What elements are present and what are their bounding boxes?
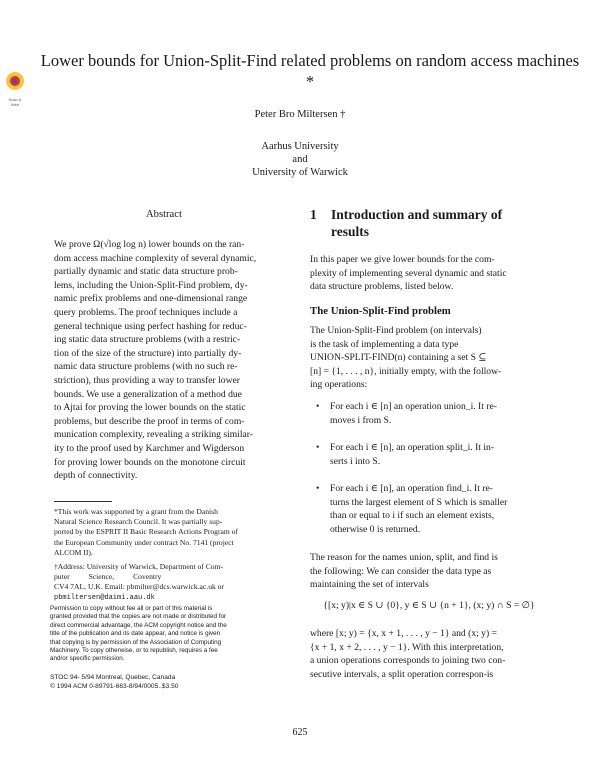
affiliation — [200, 140, 400, 179]
usf-line: The Union-Split-Find problem (on intervals) — [310, 325, 482, 336]
abstract-line: tion of the size of the structure) into partially dy- — [54, 347, 242, 359]
permission-line: and/or specific permission. — [50, 655, 125, 663]
venue-info — [50, 673, 296, 691]
bullet-find — [316, 482, 548, 536]
footnote-line: ported by the ESPRIT II Basic Research Actions Program of — [54, 527, 238, 537]
usf-line: [n] = {1, . . . , n}, initially empty, with the follow- — [310, 365, 502, 377]
footnote-funding — [54, 507, 292, 558]
usf-line: is the task of implementing a data type — [310, 338, 459, 350]
abstract-line: bounds. We use a generalization of a method due — [54, 388, 242, 400]
footnote-line: †Address: University of Warwick, Department of Com- — [54, 562, 224, 571]
abstract-line: general technique using perfect hashing for reduc- — [54, 320, 247, 332]
section-title — [331, 206, 561, 240]
abstract-line: lems, including the Union-Split-Find problem, dy- — [54, 279, 248, 291]
bullet-union — [316, 400, 548, 427]
intro-line: In this paper we give lower bounds for the com- — [310, 254, 495, 265]
reason-line: the following: We can consider the data type as — [310, 565, 492, 577]
permission-line: direct commercial advantage, the ACM copyright notice and the — [50, 621, 227, 629]
intro-line: plexity of implementing several dynamic and static — [310, 267, 507, 279]
footnote-line: CV4 7AL, U.K. Email: pbmilter@dcs.warwick.ac.uk or — [54, 582, 225, 592]
author: Peter Bro Miltersen † — [254, 109, 346, 120]
permission-notice — [50, 605, 296, 664]
bullet-line: than or equal to i if such an element exists, — [330, 510, 495, 522]
where-line: {x + 1, x + 2, . . . , y − 1}. With this interpretation, — [310, 641, 504, 653]
affiliation-line: Aarhus University — [261, 141, 339, 152]
bullet-dot-icon: • — [316, 483, 320, 494]
abstract-line: problems, but describe the proof in terms of com- — [54, 415, 245, 427]
section-number: 1 — [310, 207, 317, 222]
paper-title: Lower bounds for Union-Split-Find related problems on random access machines * — [40, 51, 580, 91]
bullet-line: moves i from S. — [330, 414, 392, 426]
abstract-line: partially dynamic and static data structure prob- — [54, 266, 238, 278]
scan-logo-icon — [4, 70, 26, 92]
abstract-line: depth of connectivity. — [54, 470, 138, 482]
footnote-line: ALCOM II). — [54, 547, 93, 557]
abstract-line: ing static data structure problems (with a restric- — [54, 334, 241, 346]
footnote-rule — [54, 501, 112, 502]
abstract-line: query problems. The proof techniques include a — [54, 306, 238, 318]
usf-paragraph — [310, 324, 548, 392]
permission-line: title of the publication and its date appear, and notice is given — [50, 630, 221, 638]
footnote-line: the European Community under contract No. 7141 (project — [54, 537, 234, 547]
venue-line: © 1994 ACM 0-89791-663-8/94/0005..$3.50 — [50, 683, 179, 690]
logo — [4, 70, 26, 107]
usf-line: ing operations: — [310, 379, 368, 391]
abstract-line: munication complexity, revealing a striking similar- — [54, 429, 254, 441]
abstract-body — [54, 238, 292, 483]
abstract-line: dom access machine complexity of several dynamic, — [54, 252, 257, 264]
section-title-line: results — [331, 224, 370, 239]
footnote-line: puter Science, Coventry — [54, 572, 162, 582]
usf-line: UNION-SPLIT-FIND(n) containing a set S ⊆ — [310, 352, 487, 364]
where-paragraph — [310, 627, 548, 681]
where-line: where [x; y) = {x, x + 1, . . . , y − 1} and (x; y) = — [310, 628, 497, 639]
bullet-dot-icon: • — [316, 442, 320, 453]
intro-line: data structure problems, listed below. — [310, 281, 454, 293]
abstract-line: ity to the proof used by Karchmer and Wigderson — [54, 442, 245, 454]
abstract-line: striction), thus providing a way to transfer lower — [54, 374, 240, 386]
abstract-line: namic prefix problems and one-dimensional range — [54, 293, 248, 305]
permission-line: Machinery. To copy otherwise, or to republish, requires a fee — [50, 647, 218, 655]
abstract-heading: Abstract — [146, 209, 182, 220]
abstract-line: We prove Ω(√log log n) lower bounds on the ran- — [54, 239, 245, 250]
reason-line: maintaining the set of intervals — [310, 579, 429, 591]
bullet-line: otherwise 0 is returned. — [330, 523, 421, 535]
affiliation-line: University of Warwick — [252, 167, 348, 178]
venue-line: STOC 94- 5/94 Montreal, Quebec, Canada — [50, 674, 176, 681]
where-line: a union operations corresponds to joining two con- — [310, 655, 506, 667]
interval-formula: {[x; y)|x ∈ S ∪ {0}, y ∈ S ∪ {n + 1}, (x; y) ∩ S = ∅} — [323, 600, 535, 611]
reason-line: The reason for the names union, split, and find is — [310, 552, 498, 563]
bullet-split — [316, 441, 548, 468]
permission-line: Permission to copy without fee all or part of this material is — [50, 605, 213, 612]
section-title-line: Introduction and summary of — [331, 207, 503, 222]
footnote-line: *This work was supported by a grant from the Danish — [54, 507, 218, 516]
abstract-line: to Ajtai for proving the lower bounds on the static — [54, 402, 246, 414]
bullet-line: For each i ∈ [n], an operation find_i. It re- — [330, 483, 493, 494]
footnote-email: pbmiltersen@daimi.aau.dk — [54, 593, 155, 602]
bullet-line: turns the largest element of S which is smaller — [330, 496, 508, 508]
bullet-line: serts i into S. — [330, 455, 381, 467]
bullet-line: For each i ∈ [n] an operation union_i. It re- — [330, 401, 497, 412]
bullet-dot-icon: • — [316, 401, 320, 412]
logo-text: Scan & Web — [8, 97, 22, 107]
abstract-line: namic data structure problems (with no such re- — [54, 361, 238, 373]
bullet-line: For each i ∈ [n], an operation split_i. It in- — [330, 442, 495, 453]
subsection-heading: The Union-Split-Find problem — [310, 305, 451, 317]
abstract-line: for proving lower bounds on the monotone circuit — [54, 456, 246, 468]
intro-paragraph — [310, 253, 548, 294]
footnote-line: Natural Science Research Council. It was partially sup- — [54, 517, 223, 527]
reason-paragraph — [310, 551, 548, 592]
page-number: 625 — [292, 727, 308, 738]
where-line: secutive intervals, a split operation correspon-is — [310, 668, 494, 680]
footnote-address — [54, 562, 292, 603]
affiliation-line: and — [292, 154, 308, 165]
permission-line: that copying is by permission of the Association of Computing — [50, 638, 222, 646]
permission-line: granted provided that the copies are not made or distributed for — [50, 613, 227, 621]
